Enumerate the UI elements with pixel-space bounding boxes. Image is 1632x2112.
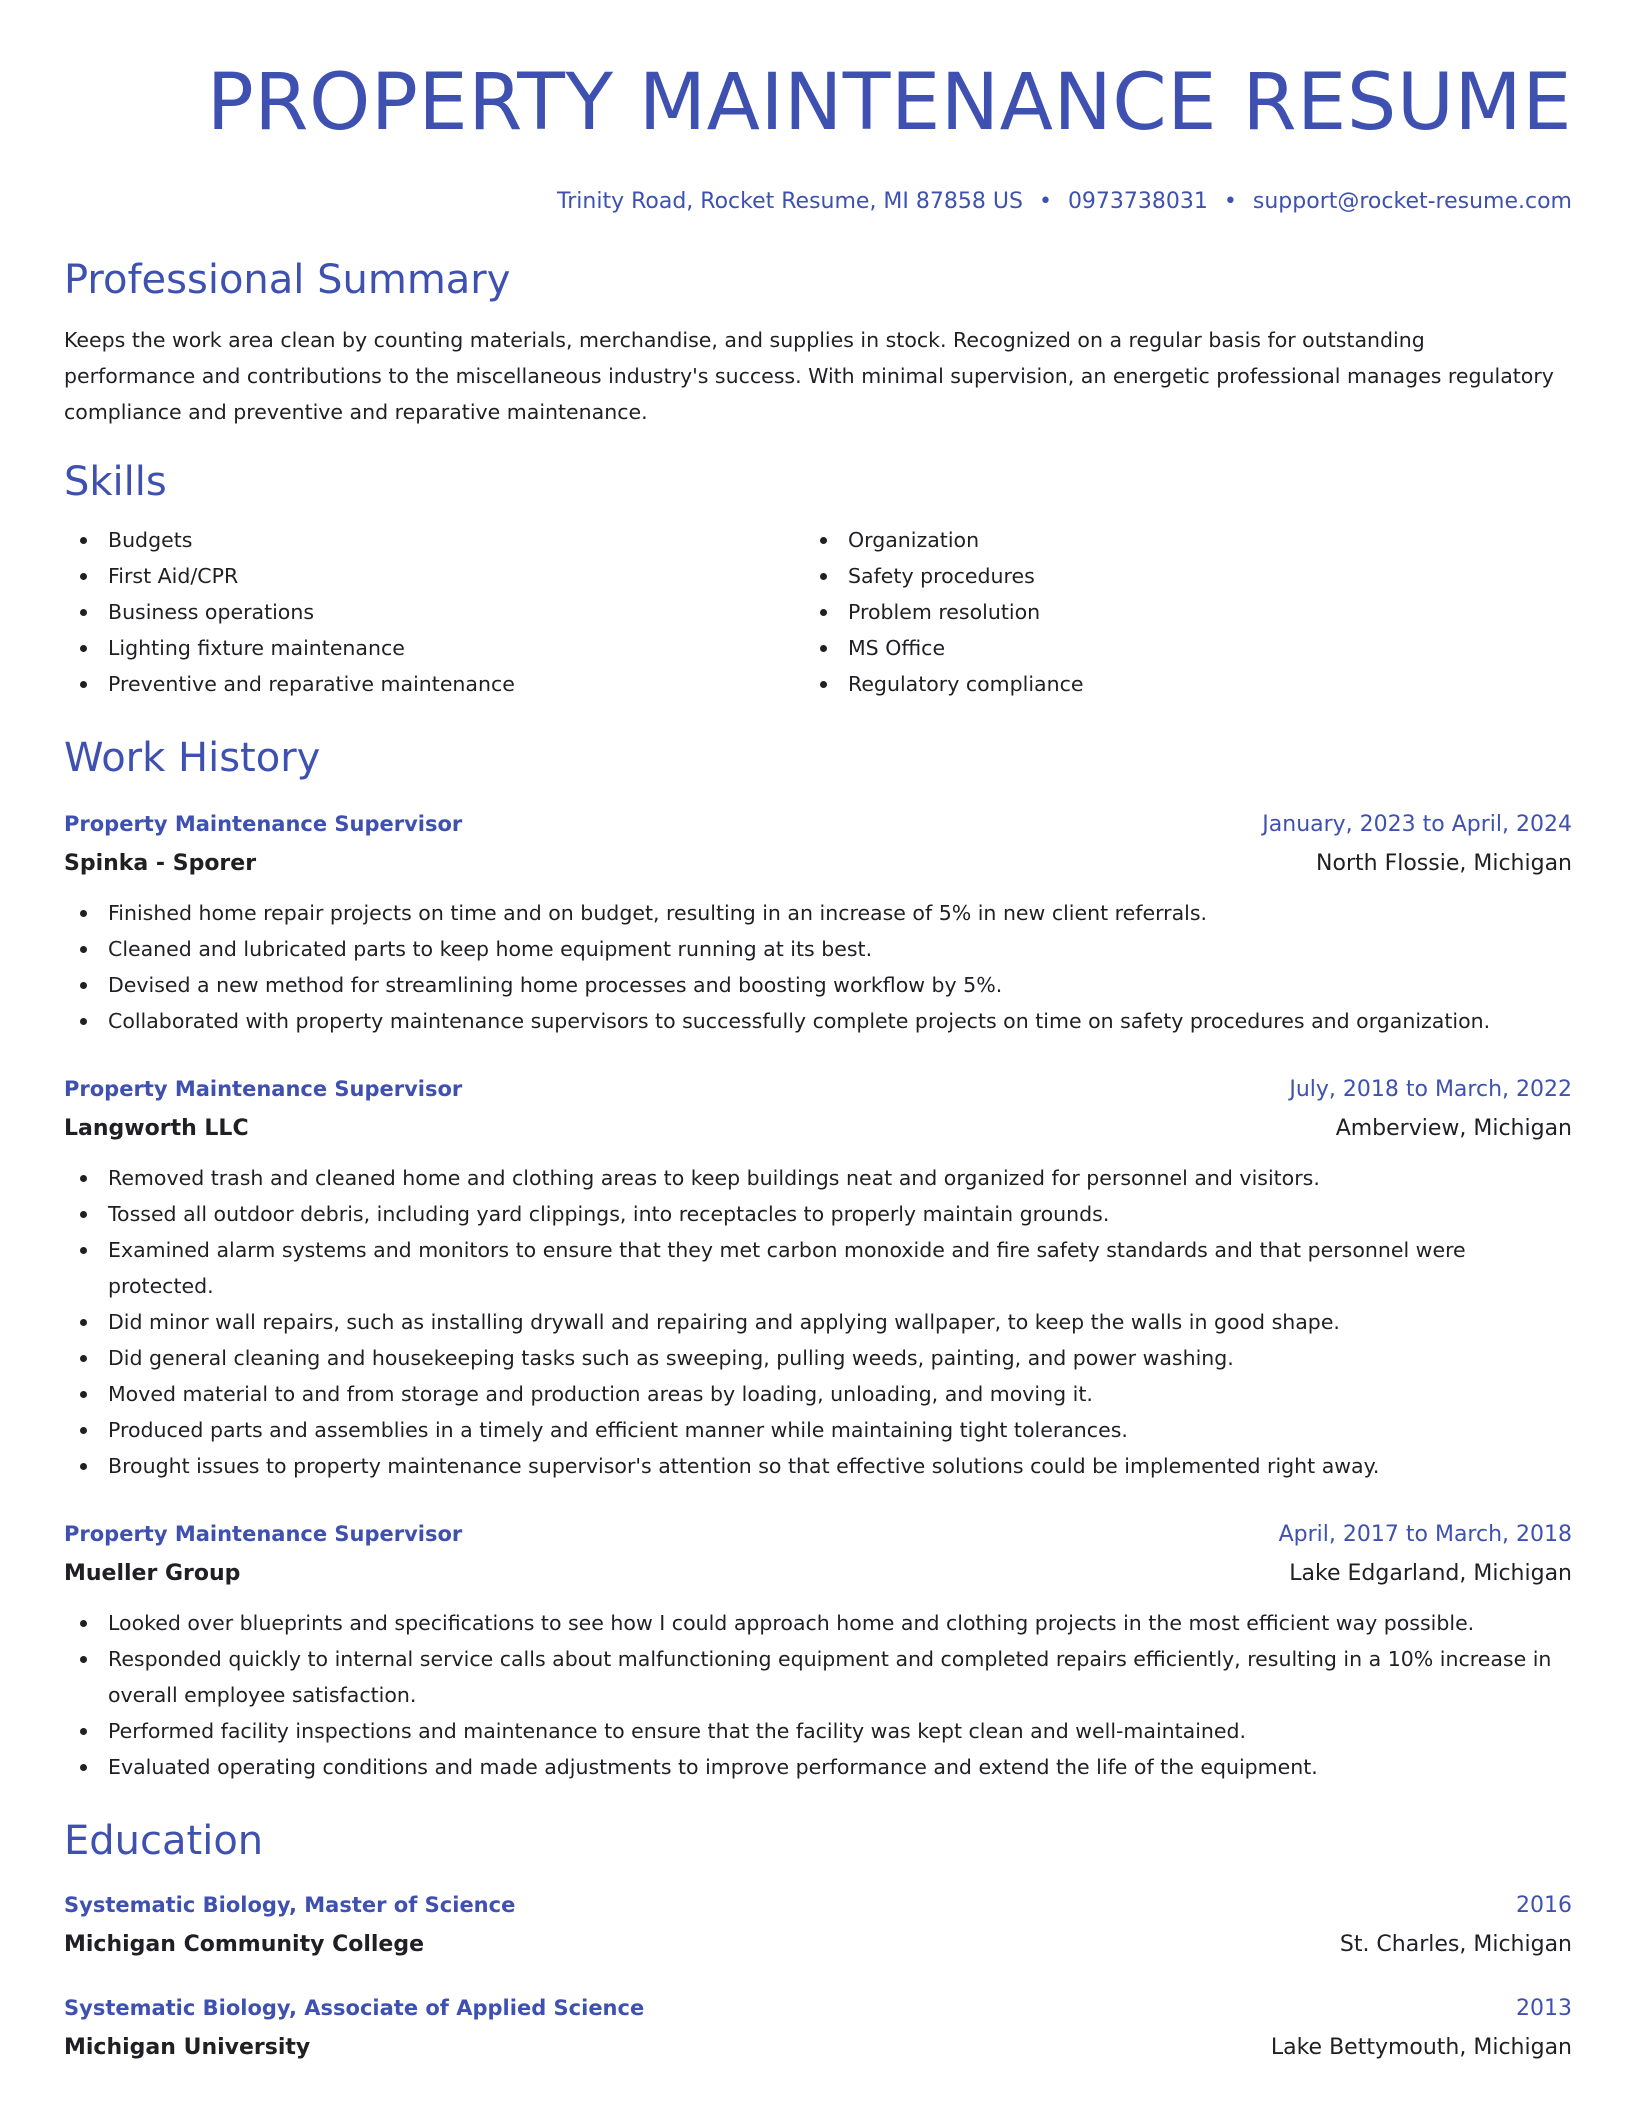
skill-item: Preventive and reparative maintenance: [64, 666, 804, 702]
skills-grid: [64, 522, 1572, 702]
job-bullet: Moved material to and from storage and production areas by loading, unloading, and moving it.: [64, 1376, 1564, 1412]
contact-phone: 0973738031: [1067, 189, 1208, 214]
contact-separator: •: [1038, 189, 1052, 214]
skill-item: MS Office: [804, 630, 1544, 666]
job-bullets: [64, 895, 1564, 1039]
job-entry: [64, 804, 1572, 1039]
resume-title: PROPERTY MAINTENANCE RESUME: [206, 58, 1572, 148]
skill-item: Problem resolution: [804, 594, 1544, 630]
job-bullet: Brought issues to property maintenance supervisor's attention so that effective solutions could be implemented right away.: [64, 1448, 1564, 1484]
job-header-row: [64, 804, 1572, 845]
job-bullet: Looked over blueprints and specifications to see how I could approach home and clothing projects in the most efficient way possible.: [64, 1605, 1564, 1641]
skills-heading: Skills: [64, 459, 167, 505]
job-dates: January, 2023 to April, 2024: [1262, 812, 1572, 837]
education-school: Michigan University: [64, 2035, 311, 2060]
job-bullet: Tossed all outdoor debris, including yard clippings, into receptacles to properly maintain grounds.: [64, 1196, 1564, 1232]
job-company: Langworth LLC: [64, 1116, 249, 1141]
education-school-row: [64, 2029, 1572, 2067]
job-company-row: [64, 1110, 1572, 1148]
skill-item: First Aid/CPR: [64, 558, 804, 594]
job-bullet: Cleaned and lubricated parts to keep home equipment running at its best.: [64, 931, 1564, 967]
job-company: Spinka - Sporer: [64, 851, 257, 876]
education-entry: [64, 1988, 1572, 2067]
job-entry: [64, 1514, 1572, 1785]
education-degree: Systematic Biology, Master of Science: [64, 1893, 516, 1917]
education-header-row: [64, 1885, 1572, 1926]
skills-column-right: [804, 522, 1544, 702]
job-location: Lake Edgarland, Michigan: [1289, 1561, 1572, 1586]
job-bullet: Devised a new method for streamlining home processes and boosting workflow by 5%.: [64, 967, 1564, 1003]
skill-item: Budgets: [64, 522, 804, 558]
education-location: Lake Bettymouth, Michigan: [1270, 2035, 1572, 2060]
job-dates: April, 2017 to March, 2018: [1278, 1522, 1572, 1547]
job-bullet: Evaluated operating conditions and made adjustments to improve performance and extend the life of the equipment.: [64, 1749, 1564, 1785]
education-location: St. Charles, Michigan: [1339, 1932, 1572, 1957]
job-bullet: Examined alarm systems and monitors to ensure that they met carbon monoxide and fire safety standards and that personnel were protected.: [64, 1232, 1564, 1304]
education-school-row: [64, 1926, 1572, 1964]
education-header-row: [64, 1988, 1572, 2029]
education-entry: [64, 1885, 1572, 1964]
job-bullet: Collaborated with property maintenance supervisors to successfully complete projects on time on safety procedures and organization.: [64, 1003, 1564, 1039]
job-header-row: [64, 1069, 1572, 1110]
job-company-row: [64, 845, 1572, 883]
job-location: Amberview, Michigan: [1335, 1116, 1572, 1141]
job-bullet: Removed trash and cleaned home and clothing areas to keep buildings neat and organized for personnel and visitors.: [64, 1160, 1564, 1196]
work-history-heading: Work History: [64, 735, 321, 781]
skill-item: Regulatory compliance: [804, 666, 1544, 702]
contact-email: support@rocket-resume.com: [1252, 189, 1572, 214]
education-year: 2013: [1516, 1996, 1572, 2021]
education-heading: Education: [64, 1818, 264, 1864]
skill-item: Organization: [804, 522, 1544, 558]
job-bullet: Performed facility inspections and maintenance to ensure that the facility was kept clean and well-maintained.: [64, 1713, 1564, 1749]
skill-item: Lighting fixture maintenance: [64, 630, 804, 666]
job-bullet: Finished home repair projects on time and on budget, resulting in an increase of 5% in new client referrals.: [64, 895, 1564, 931]
contact-separator: •: [1223, 189, 1237, 214]
job-dates: July, 2018 to March, 2022: [1289, 1077, 1572, 1102]
summary-heading: Professional Summary: [64, 257, 511, 303]
education-year: 2016: [1516, 1893, 1572, 1918]
skills-column-left: [64, 522, 804, 702]
job-title: Property Maintenance Supervisor: [64, 812, 463, 836]
skill-item: Safety procedures: [804, 558, 1544, 594]
job-bullet: Responded quickly to internal service calls about malfunctioning equipment and completed repairs efficiently, resulting in a 10% increase in overall employee satisfaction.: [64, 1641, 1564, 1713]
job-company: Mueller Group: [64, 1561, 241, 1586]
education-school: Michigan Community College: [64, 1932, 425, 1957]
job-entry: [64, 1069, 1572, 1484]
skill-item: Business operations: [64, 594, 804, 630]
job-title: Property Maintenance Supervisor: [64, 1077, 463, 1101]
job-company-row: [64, 1555, 1572, 1593]
summary-text: Keeps the work area clean by counting materials, merchandise, and supplies in stock. Recognized on a regular basis for outstanding performance and contributions to the miscellaneous industry's success. With minimal supervision, an energetic professional manages regulatory compliance and preventive and reparative maintenance.: [64, 328, 1554, 424]
education-degree: Systematic Biology, Associate of Applied Science: [64, 1996, 645, 2020]
contact-line: [64, 186, 1572, 218]
job-title: Property Maintenance Supervisor: [64, 1522, 463, 1546]
job-bullets: [64, 1605, 1564, 1785]
job-bullet: Did general cleaning and housekeeping tasks such as sweeping, pulling weeds, painting, and power washing.: [64, 1340, 1564, 1376]
job-bullet: Produced parts and assemblies in a timely and efficient manner while maintaining tight tolerances.: [64, 1412, 1564, 1448]
job-bullet: Did minor wall repairs, such as installing drywall and repairing and applying wallpaper, to keep the walls in good shape.: [64, 1304, 1564, 1340]
contact-address: Trinity Road, Rocket Resume, MI 87858 US: [557, 189, 1023, 214]
job-header-row: [64, 1514, 1572, 1555]
job-location: North Flossie, Michigan: [1316, 851, 1572, 876]
job-bullets: [64, 1160, 1564, 1484]
